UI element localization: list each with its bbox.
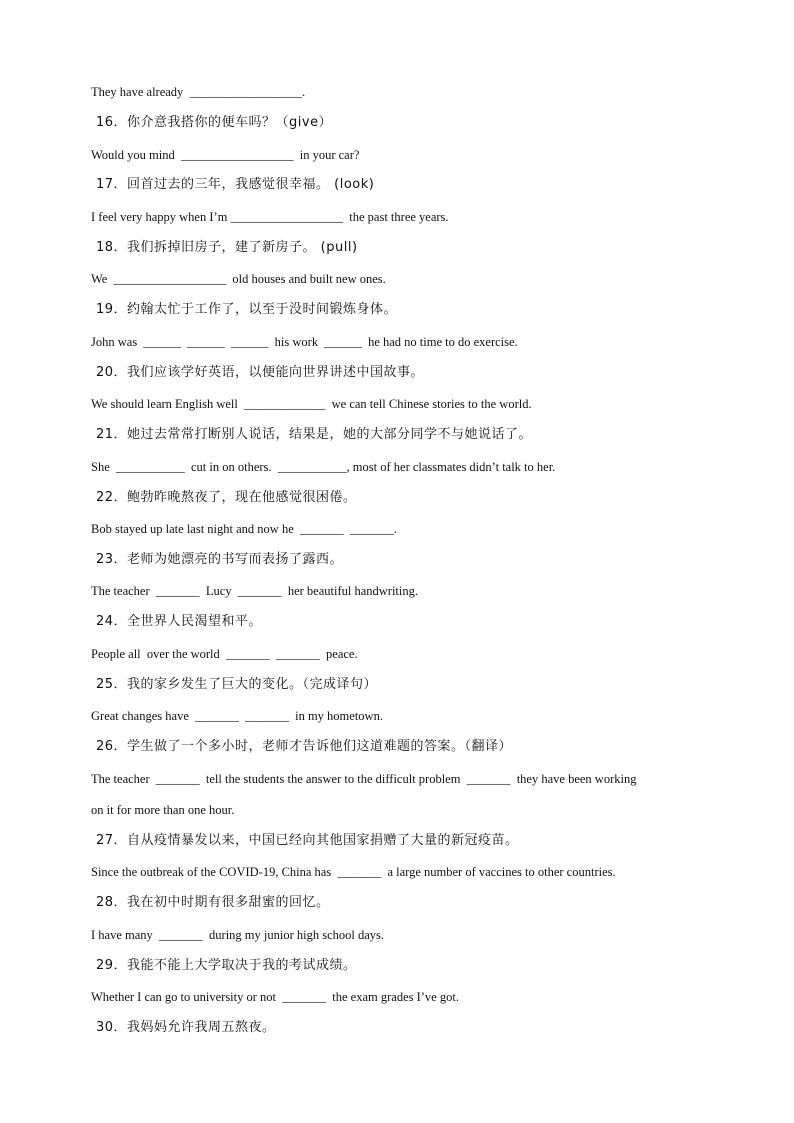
line-18: 24．全世界人民渴望和平。 [96,614,263,629]
line-24: on it for more than one hour. [91,803,235,817]
line-21: Great changes have _______ _______ in my hometown. [91,709,383,723]
line-14: 22．鲍勃昨晚熬夜了，现在他感觉很困倦。 [96,490,357,505]
line-5: I feel very happy when I’m __________________ the past three years. [91,210,449,224]
line-30: Whether I can go to university or not _______ the exam grades I’ve got. [91,990,459,1004]
line-27: 28．我在初中时期有很多甜蜜的回忆。 [96,895,330,910]
line-29: 29．我能不能上大学取决于我的考试成绩。 [96,958,357,973]
line-4: 17．回首过去的三年，我感觉很幸福。 (look) [96,177,375,192]
line-7: We __________________ old houses and built new ones. [91,272,386,286]
line-13: She ___________ cut in on others. ___________, most of her classmates didn’t talk to her. [91,460,556,474]
line-8: 19．约翰太忙于工作了，以至于没时间锻炼身体。 [96,302,398,317]
line-16: 23．老师为她漂亮的书写而表扬了露西。 [96,552,344,567]
line-31: 30．我妈妈允许我周五熬夜。 [96,1020,276,1035]
line-28: I have many _______ during my junior high school days. [91,928,385,942]
line-11: We should learn English well _____________ we can tell Chinese stories to the world. [91,397,532,411]
line-12: 21．她过去常常打断别人说话，结果是，她的大部分同学不与她说话了。 [96,427,533,442]
line-15: Bob stayed up late last night and now he _______ _______. [91,522,397,536]
line-25: 27．自从疫情暴发以来，中国已经向其他国家捐赠了大量的新冠疫苗。 [96,833,519,848]
line-10: 20．我们应该学好英语，以便能向世界讲述中国故事。 [96,365,425,380]
line-17: The teacher _______ Lucy _______ her beautiful handwriting. [91,584,418,598]
line-3: Would you mind __________________ in your car? [91,148,360,162]
line-9: John was ______ ______ ______ his work ______ he had no time to do exercise. [91,335,518,349]
line-26: Since the outbreak of the COVID-19, China has _______ a large number of vaccines to other countries. [91,865,616,879]
line-1: They have already __________________. [91,85,306,99]
line-22: 26．学生做了一个多小时，老师才告诉他们这道难题的答案。（翻译） [96,739,513,754]
line-6: 18．我们拆掉旧房子，建了新房子。 (pull) [96,240,358,255]
line-19: People all over the world _______ _______ peace. [91,647,358,661]
line-2: 16．你介意我搭你的便车吗？（give） [96,115,333,130]
line-20: 25．我的家乡发生了巨大的变化。（完成译句） [96,677,378,692]
line-23: The teacher _______ tell the students the answer to the difficult problem _______ they have been working [91,772,637,786]
